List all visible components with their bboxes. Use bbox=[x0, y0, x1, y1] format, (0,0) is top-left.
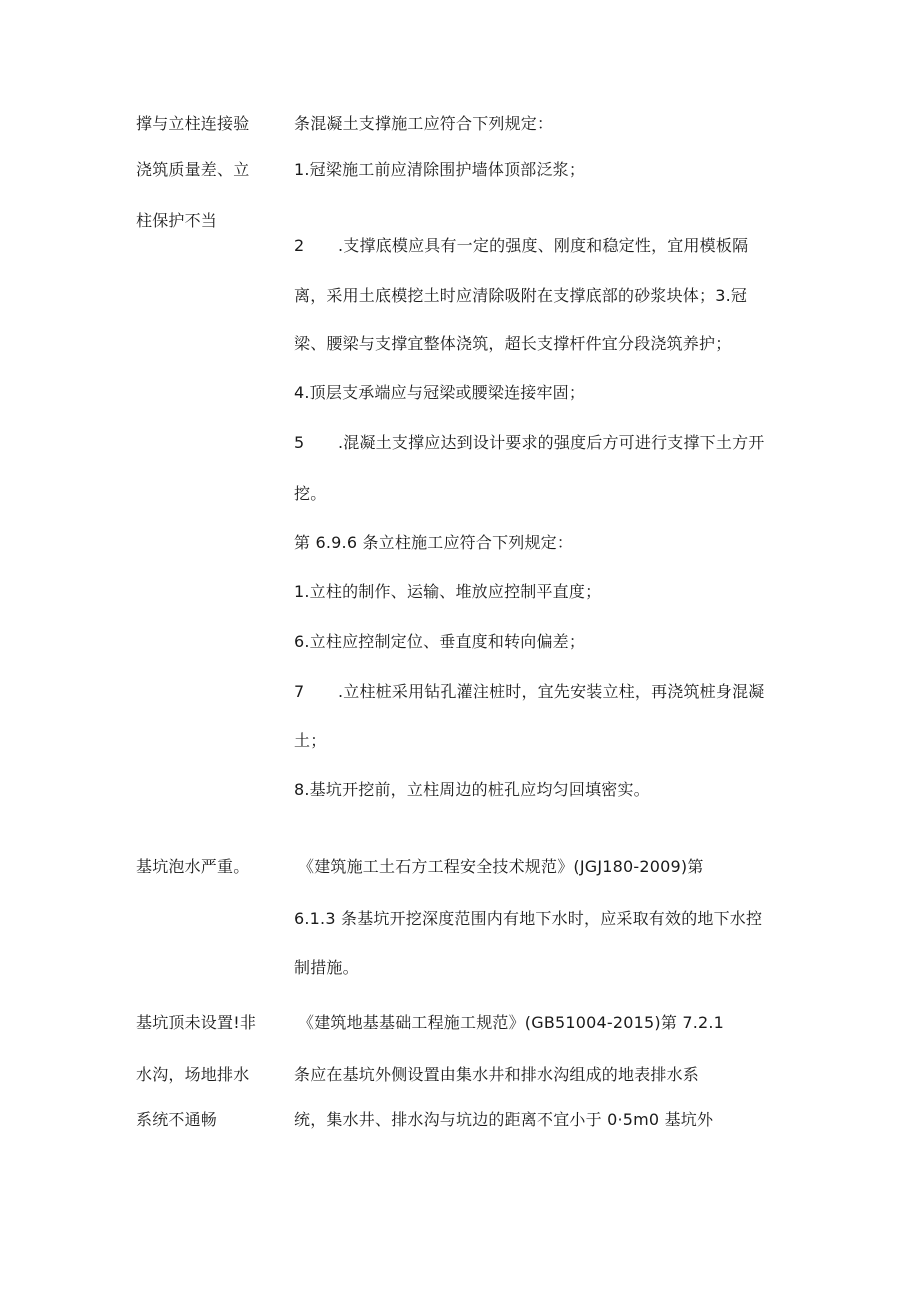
body-text-line: 制措施。 bbox=[294, 958, 359, 977]
body-text-line: 8.基坑开挖前，立柱周边的桩孔应均匀回填密实。 bbox=[294, 780, 650, 799]
body-text-line: 1.立柱的制作、运输、堆放应控制平直度； bbox=[294, 582, 602, 601]
left-label-line: 水沟，场地排水 bbox=[136, 1065, 250, 1084]
item-text: .混凝土支撑应达到设计要求的强度后方可进行支撑下土方开 bbox=[338, 433, 765, 452]
body-text-line: 挖。 bbox=[294, 484, 327, 503]
body-text-line: 条应在基坑外侧设置由集水井和排水沟组成的地表排水系 bbox=[294, 1065, 700, 1084]
left-label-line: 撑与立柱连接验 bbox=[136, 114, 250, 133]
body-text-line: 统，集水井、排水沟与坑边的距离不宜小于 0·5m0 基坑外 bbox=[294, 1110, 714, 1129]
left-label-line: 系统不通畅 bbox=[136, 1110, 218, 1129]
item-number: 2 bbox=[294, 236, 305, 255]
body-text-line: 1.冠梁施工前应清除围护墙体顶部泛浆； bbox=[294, 160, 586, 179]
numbered-item bbox=[294, 236, 748, 256]
body-text-line: 4.顶层支承端应与冠梁或腰梁连接牢固； bbox=[294, 383, 586, 402]
numbered-item bbox=[294, 682, 765, 702]
item-text: .支撑底模应具有一定的强度、刚度和稳定性，宜用模板隔 bbox=[338, 236, 749, 255]
body-text-line: 6.1.3 条基坑开挖深度范围内有地下水时，应采取有效的地下水控 bbox=[294, 909, 763, 928]
left-label-line: 基坑顶未设置!非 bbox=[136, 1013, 257, 1032]
body-text-line: 6.立柱应控制定位、垂直度和转向偏差； bbox=[294, 632, 586, 651]
body-text-line: 条混凝土支撑施工应符合下列规定： bbox=[294, 114, 554, 133]
section-heading: 第 6.9.6 条立柱施工应符合下列规定： bbox=[294, 533, 574, 552]
numbered-item bbox=[294, 433, 765, 453]
regulation-citation: 《建筑施工土石方工程安全技术规范》(JGJ180-2009)第 bbox=[298, 857, 704, 876]
left-label-line: 浇筑质量差、立 bbox=[136, 160, 250, 179]
regulation-citation: 《建筑地基基础工程施工规范》(GB51004-2015)第 7.2.1 bbox=[298, 1013, 725, 1032]
item-text: .立柱桩采用钻孔灌注桩时，宜先安装立柱，再浇筑桩身混凝 bbox=[338, 682, 765, 701]
left-label-line: 基坑泡水严重。 bbox=[136, 857, 250, 876]
item-number: 7 bbox=[294, 682, 305, 701]
body-text-line: 梁、腰梁与支撑宜整体浇筑，超长支撑杆件宜分段浇筑养护； bbox=[294, 334, 732, 353]
item-number: 5 bbox=[294, 433, 305, 452]
left-label-line: 柱保护不当 bbox=[136, 211, 218, 230]
body-text-line: 土； bbox=[294, 731, 327, 750]
body-text-line: 离，采用土底模挖土时应清除吸附在支撑底部的砂浆块体；3.冠 bbox=[294, 286, 748, 305]
